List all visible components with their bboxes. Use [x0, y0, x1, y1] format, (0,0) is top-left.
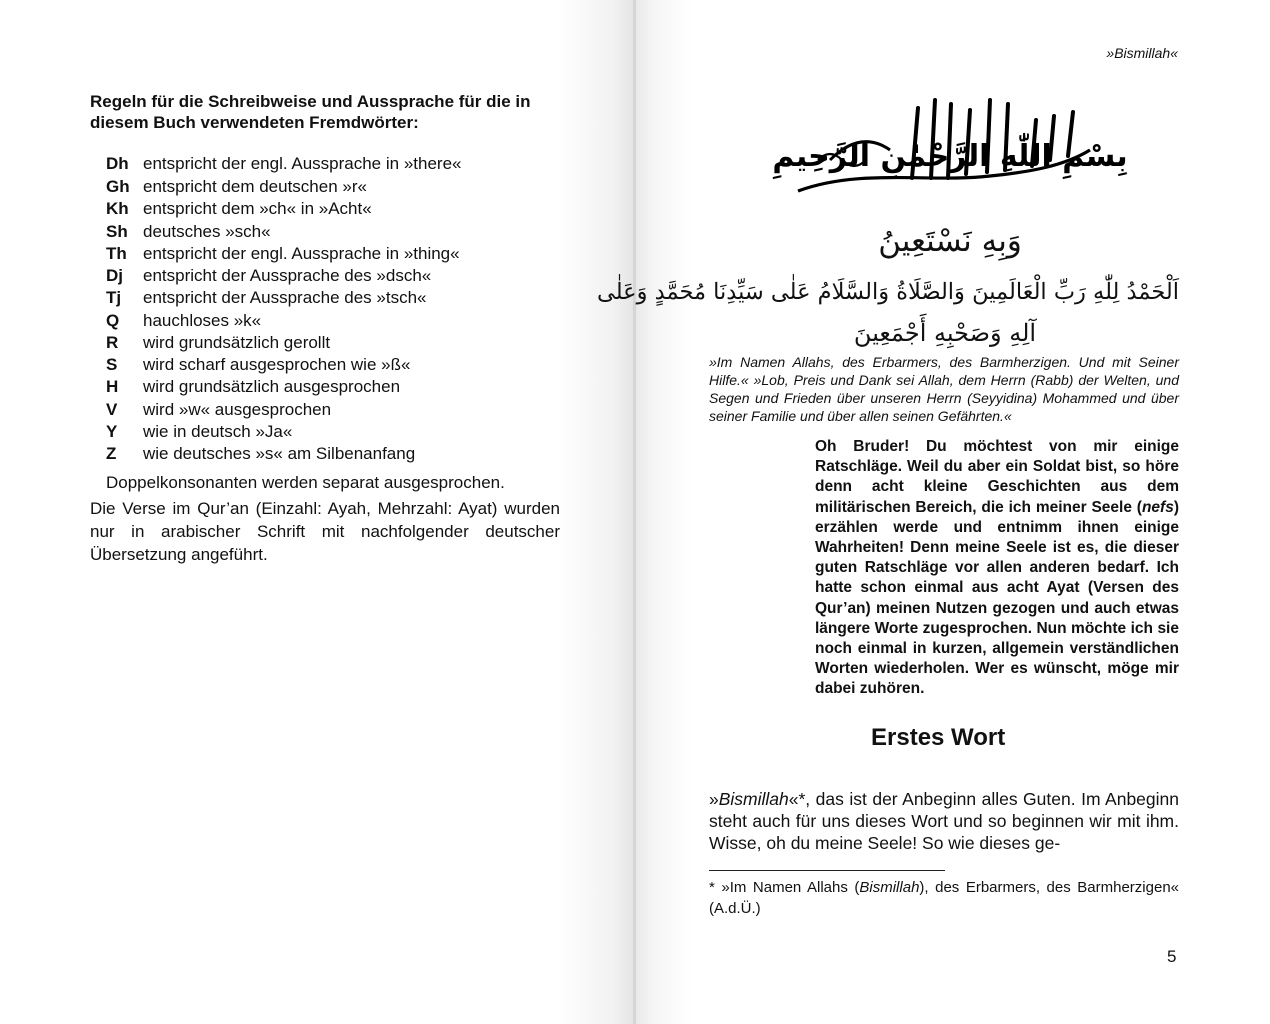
rule-item: [106, 199, 576, 219]
intro-paragraph: [815, 437, 1179, 700]
rule-text: wird grundsätzlich ausgesprochen: [143, 377, 401, 396]
rule-item: [106, 154, 576, 174]
body-open-quote: »: [709, 789, 719, 809]
verses-note: Die Verse im Qur’an (Einzahl: Ayah, Mehrzahl: Ayat) wurden nur in arabischer Schrift mit nachfolgender deutscher Übersetzung angeführt.: [90, 499, 560, 564]
rule-letter: Q: [106, 310, 120, 330]
rule-letter: V: [106, 399, 118, 419]
double-consonant-note: Doppelkonsonanten werden separat ausgesprochen.: [106, 473, 505, 492]
rule-text: deutsches »sch«: [143, 221, 271, 241]
rule-text: entspricht der Aussprache des »dsch«: [143, 265, 432, 285]
rule-item: [106, 355, 576, 375]
rule-text: hauchloses »k«: [143, 310, 262, 330]
intro-text-start: Oh Bruder! Du möchtest von mir einige Ratschläge. Weil du aber ein Soldat bist, so höre denn acht kleine Geschichten aus dem militärischen Bereich, die ich meiner Seele (: [815, 438, 1179, 516]
body-paragraph: [709, 788, 1179, 854]
footnote-term: Bismillah: [859, 879, 920, 896]
body-text: «*, das ist der Anbeginn alles Guten. Im Anbeginn steht auch für uns dieses Wort und so beginnen wir mit ihm. Wisse, oh du meine Seele! So wie dieses ge-: [709, 789, 1179, 853]
rule-letter: Z: [106, 443, 117, 463]
book-gutter: [633, 0, 636, 1024]
translation-paragraph: »Im Namen Allahs, des Erbarmers, des Barmherzigen. Und mit Seiner Hilfe.« »Lob, Preis und Dank sei Allah, dem Herrn (Rabb) der Welten, und Segen und Frieden über unseren Herrn (Seyyidina) Mohammed und über seiner Familie und über allen seinen Gefährten.«: [709, 354, 1179, 424]
istiana-calligraphy: وَبِهِ نَسْتَعِينُ: [878, 223, 1022, 259]
intro-text-end: ) erzählen werde und entnimm ihnen einige Wahrheiten! Denn meine Seele ist es, die dieser guten Ratschläge vor allen anderen bedarf. Ich hatte schon einmal aus acht Ayat (Versen des Qur’an) meinen Nutzen gezogen und auch etwas längere Worte zugesprochen. Nun möchte ich sie noch einmal in kurzen, allgemein verständlichen Worten wiederholen. Wer es wünscht, möge mir dabei zuhören.: [815, 498, 1179, 698]
basmala-calligraphy: [772, 90, 1128, 202]
rule-letter: H: [106, 377, 119, 396]
rules-heading: Regeln für die Schreibweise und Aussprache für die in diesem Buch verwendeten Fremdwörter:: [90, 92, 531, 132]
page-number: 5: [1167, 947, 1177, 966]
rule-letter: Gh: [106, 176, 130, 196]
hamd-calligraphy: اَلْحَمْدُ لِلّٰهِ رَبِّ الْعَالَمِينَ وَالصَّلَاةُ وَالسَّلَامُ عَلٰى سَيِّدِنَا مُحَمَّدٍ وَعَلٰى: [596, 279, 1179, 305]
rule-text: entspricht der engl. Aussprache in »there«: [143, 154, 462, 173]
rule-letter: R: [106, 332, 119, 352]
section-title: Erstes Wort: [871, 724, 1006, 751]
rule-item: [106, 266, 576, 286]
rule-letter: Sh: [106, 221, 128, 241]
rule-text: wie deutsches »s« am Silbenanfang: [143, 443, 416, 463]
rule-letter: Kh: [106, 199, 129, 218]
rule-text: entspricht dem deutschen »r«: [143, 176, 367, 196]
rule-item: [106, 311, 576, 331]
rule-item: [106, 333, 576, 353]
rule-letter: Y: [106, 421, 118, 441]
rule-item: [106, 422, 576, 442]
rule-letter: Dh: [106, 154, 129, 173]
intro-term-nefs: nefs: [1141, 498, 1174, 516]
footnote-divider: [709, 870, 945, 871]
rule-letter: Dj: [106, 265, 123, 285]
rule-text: entspricht dem »ch« in »Acht«: [143, 199, 372, 218]
rule-letter: Tj: [106, 288, 122, 307]
rule-letter: Th: [106, 243, 127, 263]
basmala-text: بِسْمِ اللّٰهِ الرَّحْمٰنِ الرَّحِيمِ: [772, 139, 1128, 174]
footnote-text-start: * »Im Namen Allahs (: [709, 879, 860, 896]
rule-item: [106, 177, 576, 197]
rule-item: [106, 444, 576, 464]
footnote: [709, 877, 1179, 919]
rule-item: [106, 288, 576, 308]
rule-text: wie in deutsch »Ja«: [143, 421, 293, 441]
body-term-bismillah: Bismillah: [718, 789, 789, 809]
running-header: »Bismillah«: [1106, 45, 1178, 61]
rule-text: wird scharf ausgesprochen wie »ß«: [143, 354, 411, 374]
rule-item: [106, 377, 576, 397]
rule-text: entspricht der engl. Aussprache in »thing«: [143, 243, 460, 263]
ala-calligraphy: آلِهِ وَصَحْبِهِ أَجْمَعِينَ: [853, 319, 1037, 347]
rule-text: entspricht der Aussprache des »tsch«: [143, 288, 427, 307]
rule-text: wird »w« ausgesprochen: [143, 399, 332, 419]
rule-text: wird grundsätzlich gerollt: [143, 332, 331, 352]
footnote-text-end: ), des Erbarmers, des Barmherzigen« (A.d.Ü.): [709, 879, 1179, 917]
rule-letter: S: [106, 354, 118, 374]
rule-item: [106, 222, 576, 242]
rule-item: [106, 400, 576, 420]
rule-item: [106, 244, 576, 264]
